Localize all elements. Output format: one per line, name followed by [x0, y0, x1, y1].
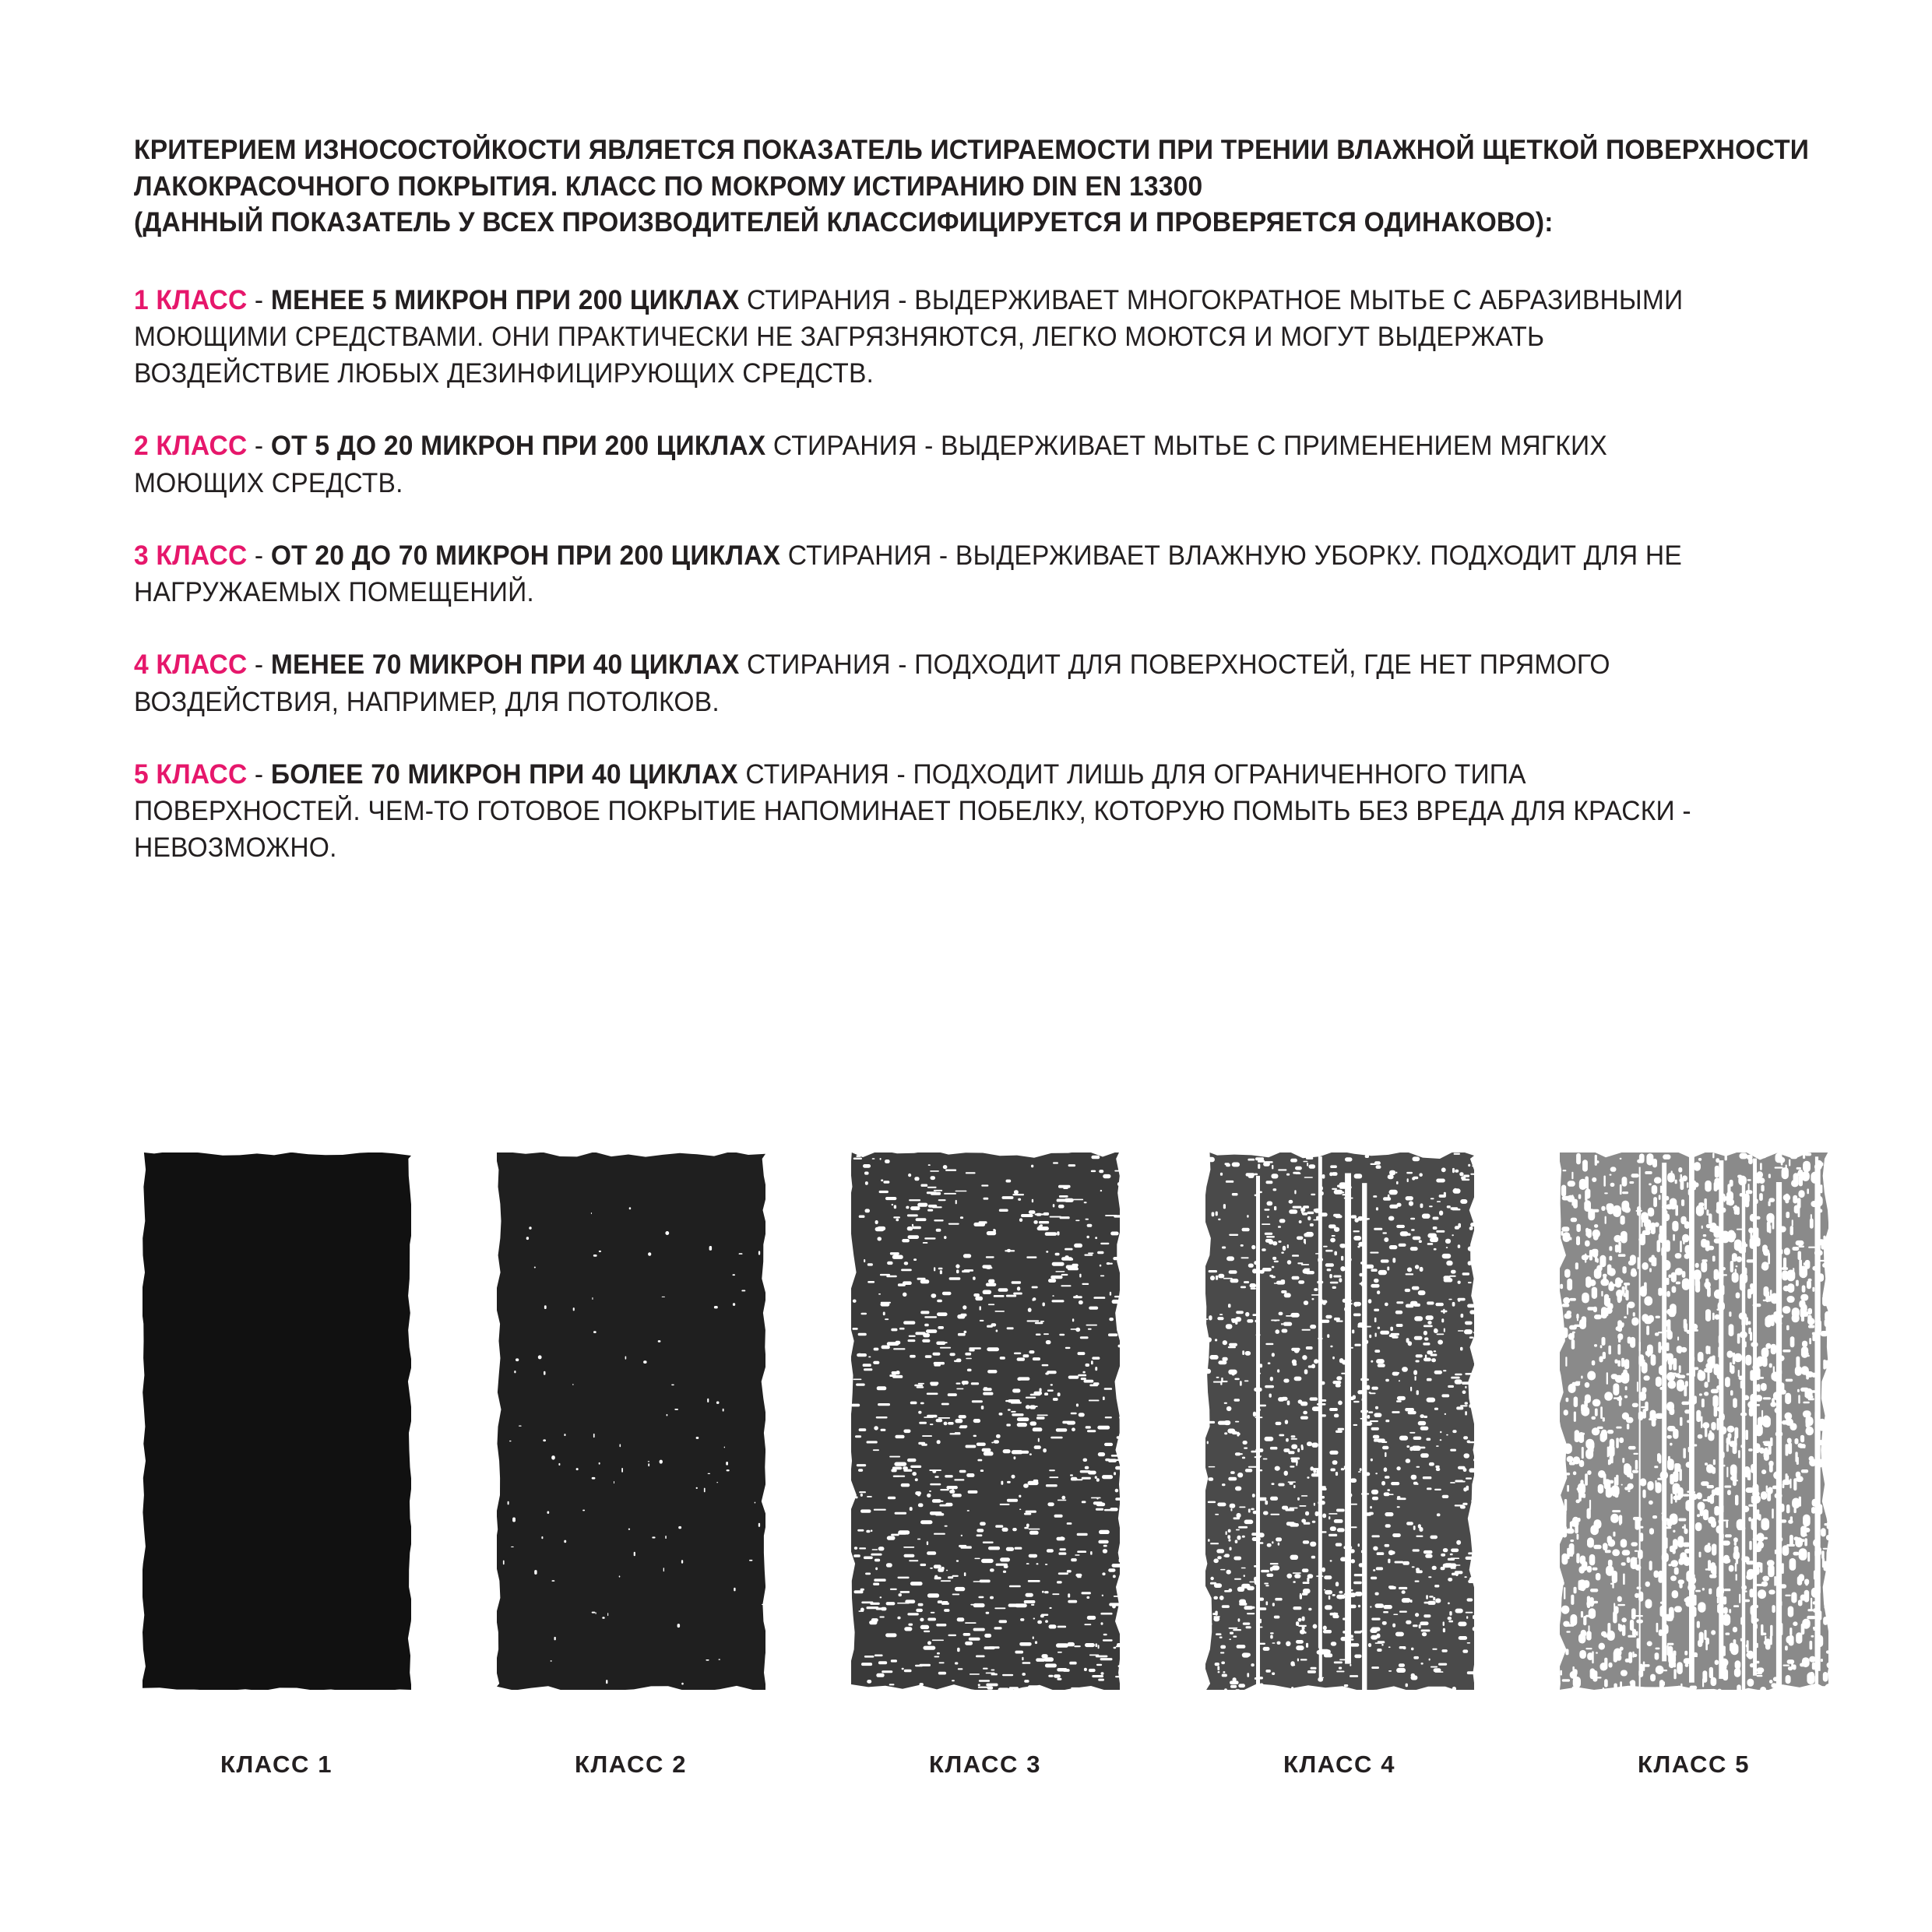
swatch-column-5 — [1554, 1153, 1834, 1779]
class-description-1: СТИРАНИЯ - ВЫДЕРЖИВАЕТ МНОГОКРАТНОЕ МЫТЬЕ С АБРАЗИВНЫМИ МОЮЩИМИ СРЕДСТВАМИ. ОНИ ПРАКТИЧЕСКИ НЕ ЗАГРЯЗНЯЮТСЯ, ЛЕГКО МОЮТСЯ И МОГУТ ВЫДЕРЖАТЬ ВОЗДЕЙСТВИЕ ЛЮБЫХ ДЕЗИНФИЦИРУЮЩИХ СРЕДСТВ. — [134, 284, 1684, 389]
swatch-label-3: КЛАСС 3 — [928, 1751, 1042, 1778]
class-paragraph-3 — [134, 537, 1737, 611]
class-paragraph-2 — [134, 428, 1737, 501]
swatch-column-3 — [845, 1153, 1125, 1779]
class-criteria-5: БОЛЕЕ 70 МИКРОН ПРИ 40 ЦИКЛАХ — [270, 758, 738, 790]
swatch-column-1 — [136, 1153, 417, 1779]
swatch-row — [0, 1153, 1932, 1900]
class-dash-4: - — [247, 649, 271, 681]
class-description-5: СТИРАНИЯ - ПОДХОДИТ ЛИШЬ ДЛЯ ОГРАНИЧЕННОГО ТИПА ПОВЕРХНОСТЕЙ. ЧЕМ-ТО ГОТОВОЕ ПОКРЫТИЕ НАПОМИНАЕТ ПОБЕЛКУ, КОТОРУЮ ПОМЫТЬ БЕЗ ВРЕДА ДЛЯ КРАСКИ - НЕВОЗМОЖНО. — [134, 758, 1691, 864]
class-description-2: СТИРАНИЯ - ВЫДЕРЖИВАЕТ МЫТЬЕ С ПРИМЕНЕНИЕМ МЯГКИХ МОЮЩИХ СРЕДСТВ. — [134, 431, 1607, 498]
class-label-5: 5 КЛАСС — [134, 758, 248, 790]
swatch-column-4 — [1199, 1153, 1480, 1779]
class-description-4: СТИРАНИЯ - ПОДХОДИТ ДЛЯ ПОВЕРХНОСТЕЙ, ГДЕ НЕТ ПРЯМОГО ВОЗДЕЙСТВИЯ, НАПРИМЕР, ДЛЯ ПОТОЛКОВ. — [134, 649, 1610, 717]
intro-paragraph — [134, 132, 1810, 241]
class-criteria-3: ОТ 20 ДО 70 МИКРОН ПРИ 200 ЦИКЛАХ — [270, 540, 781, 571]
class-dash-5: - — [247, 758, 271, 790]
class-criteria-2: ОТ 5 ДО 20 МИКРОН ПРИ 200 ЦИКЛАХ — [270, 431, 766, 462]
class-dash-2: - — [247, 431, 271, 462]
class-paragraph-5 — [134, 756, 1737, 867]
intro-line-2: ЛАКОКРАСОЧНОГО ПОКРЫТИЯ. КЛАСС ПО МОКРОМУ ИСТИРАНИЮ DIN EN 13300 — [134, 171, 1203, 202]
intro-line-1: КРИТЕРИЕМ ИЗНОСОСТОЙКОСТИ ЯВЛЯЕТСЯ ПОКАЗАТЕЛЬ ИСТИРАЕМОСТИ ПРИ ТРЕНИИ ВЛАЖНОЙ ЩЕТКОЙ ПОВЕРХНОСТИ — [134, 135, 1810, 165]
paint-swatch-2 — [497, 1153, 765, 1690]
paint-swatch-1 — [143, 1153, 411, 1690]
swatch-column-2 — [491, 1153, 771, 1779]
class-description-3: СТИРАНИЯ - ВЫДЕРЖИВАЕТ ВЛАЖНУЮ УБОРКУ. ПОДХОДИТ ДЛЯ НЕ НАГРУЖАЕМЫХ ПОМЕЩЕНИЙ. — [134, 540, 1682, 608]
swatch-label-1: КЛАСС 1 — [220, 1751, 333, 1778]
swatch-label-5: КЛАСС 5 — [1637, 1751, 1751, 1778]
class-dash-3: - — [247, 540, 271, 571]
class-paragraph-1 — [134, 282, 1737, 392]
class-dash-1: - — [247, 284, 271, 315]
swatch-label-4: КЛАСС 4 — [1283, 1751, 1396, 1778]
class-criteria-4: МЕНЕЕ 70 МИКРОН ПРИ 40 ЦИКЛАХ — [270, 649, 740, 681]
intro-line-3: (ДАННЫЙ ПОКАЗАТЕЛЬ У ВСЕХ ПРОИЗВОДИТЕЛЕЙ КЛАССИФИЦИРУЕТСЯ И ПРОВЕРЯЕТСЯ ОДИНАКОВО): — [134, 207, 1554, 238]
class-label-4: 4 КЛАСС — [134, 649, 248, 681]
swatch-label-2: КЛАСС 2 — [574, 1751, 688, 1778]
class-label-1: 1 КЛАСС — [134, 284, 248, 315]
class-label-2: 2 КЛАСС — [134, 431, 248, 462]
class-label-3: 3 КЛАСС — [134, 540, 248, 571]
paint-swatch-4 — [1205, 1153, 1474, 1690]
class-paragraph-4 — [134, 646, 1737, 720]
class-criteria-1: МЕНЕЕ 5 МИКРОН ПРИ 200 ЦИКЛАХ — [270, 284, 740, 315]
class-list — [134, 282, 1804, 867]
paint-swatch-3 — [851, 1153, 1120, 1690]
paint-swatch-5 — [1560, 1153, 1828, 1690]
